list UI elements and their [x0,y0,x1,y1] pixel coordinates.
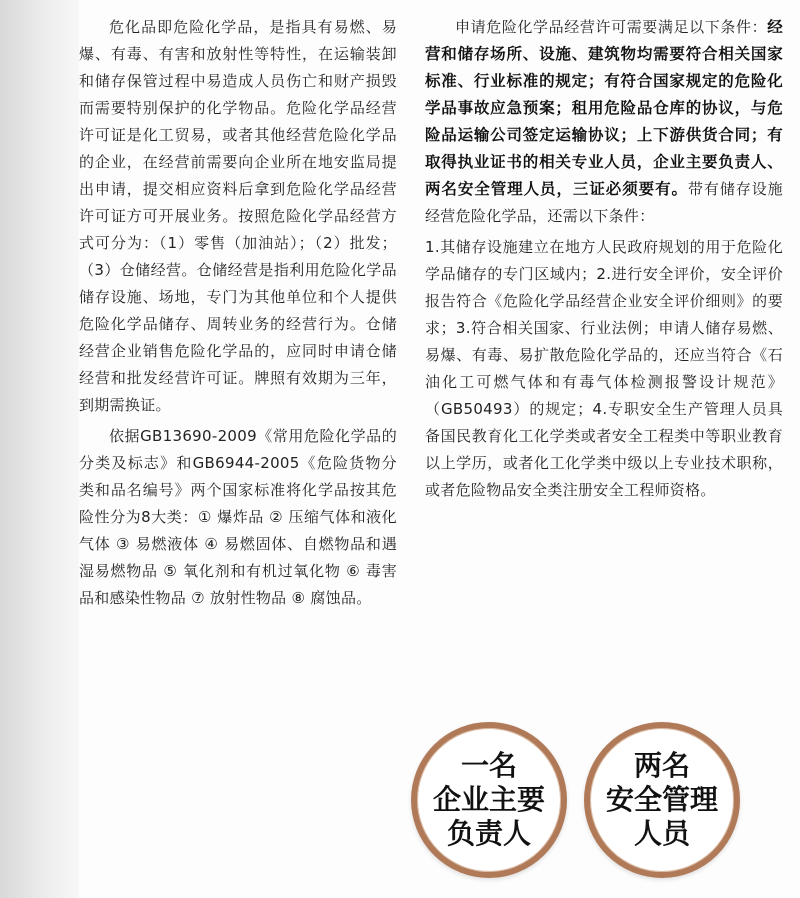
left-column [79,14,397,616]
requirements-paragraph [425,14,783,230]
badge-safety-managers [584,722,740,878]
badge-line: 两名 [633,749,690,782]
badge-line: 安全管理 [605,783,718,816]
badge-line: 企业主要 [432,783,545,816]
requirements-intro: 申请危险化学品经营许可需要满足以下条件： [455,18,768,36]
badge-line: 人员 [633,817,690,850]
badge-line: 一名 [460,749,517,782]
storage-conditions-paragraph: 1.其储存设施建立在地方人民政府规划的用于危险化学品储存的专门区域内；2.进行安全评价，安全评价报告符合《危险化学品经营企业安全评价细则》的要求；3.符合相关国家、行业法例；申请人储存易燃、易爆、有毒、易扩散危险化学品的，还应当符合《石油化工可燃气体和有毒气体检测报警设计规范》（GB50493）的规定；4.专职安全生产管理人员具备国民教育化工化学类或者安全工程类中等职业教育以上学历，或者化工化学类中级以上专业技术职称，或者危险物品安全类注册安全工程师资格。 [425,238,783,499]
badge-principal-text [433,749,545,851]
storage-intro: 带有储存设施经营危险化学品，还需以下条件： [425,180,783,225]
document-page [79,0,800,898]
badge-safety-managers-text [606,749,718,851]
badge-principal [411,722,567,878]
left-page-edge [0,0,79,898]
classification-paragraph: 依据GB13690-2009《常用危险化学品的分类及标志》和GB6944-2005《危险货物分类和品名编号》两个国家标准将化学品按其危险性分为8大类：① 爆炸品 ② 压缩气体和液化气体 ③ 易燃液体 ④ 易燃固体、自燃物品和遇湿易燃物品 ⑤ 氧化剂和有机过氧化物 ⑥ 毒害品和感染性物品 ⑦ 放射性物品 ⑧ 腐蚀品。 [79,427,397,607]
badge-line: 负责人 [446,817,531,850]
requirements-bold: 经营和储存场所、设施、建筑物均需要符合相关国家标准、行业标准的规定；有符合国家规定的危险化学品事故应急预案；租用危险品仓库的协议，与危险品运输公司签定运输协议；上下游供货合同；有取得执业证书的相关专业人员，企业主要负责人、两名安全管理人员，三证必须要有。 [425,18,783,198]
right-column [425,14,783,508]
intro-paragraph: 危化品即危险化学品，是指具有易燃、易爆、有毒、有害和放射性等特性，在运输装卸和储存保管过程中易造成人员伤亡和财产损毁而需要特别保护的化学物品。危险化学品经营许可证是化工贸易，或者其他经营危险化学品的企业，在经营前需要向企业所在地安监局提出申请，提交相应资料后拿到危险化学品经营许可证方可开展业务。按照危险化学品经营方式可分为：（1）零售（加油站）；（2）批发；（3）仓储经营。仓储经营是指利用危险化学品储存设施、场地，专门为其他单位和个人提供危险化学品储存、周转业务的经营行为。仓储经营企业销售危险化学品的，应同时申请仓储经营和批发经营许可证。牌照有效期为三年，到期需换证。 [79,18,397,414]
